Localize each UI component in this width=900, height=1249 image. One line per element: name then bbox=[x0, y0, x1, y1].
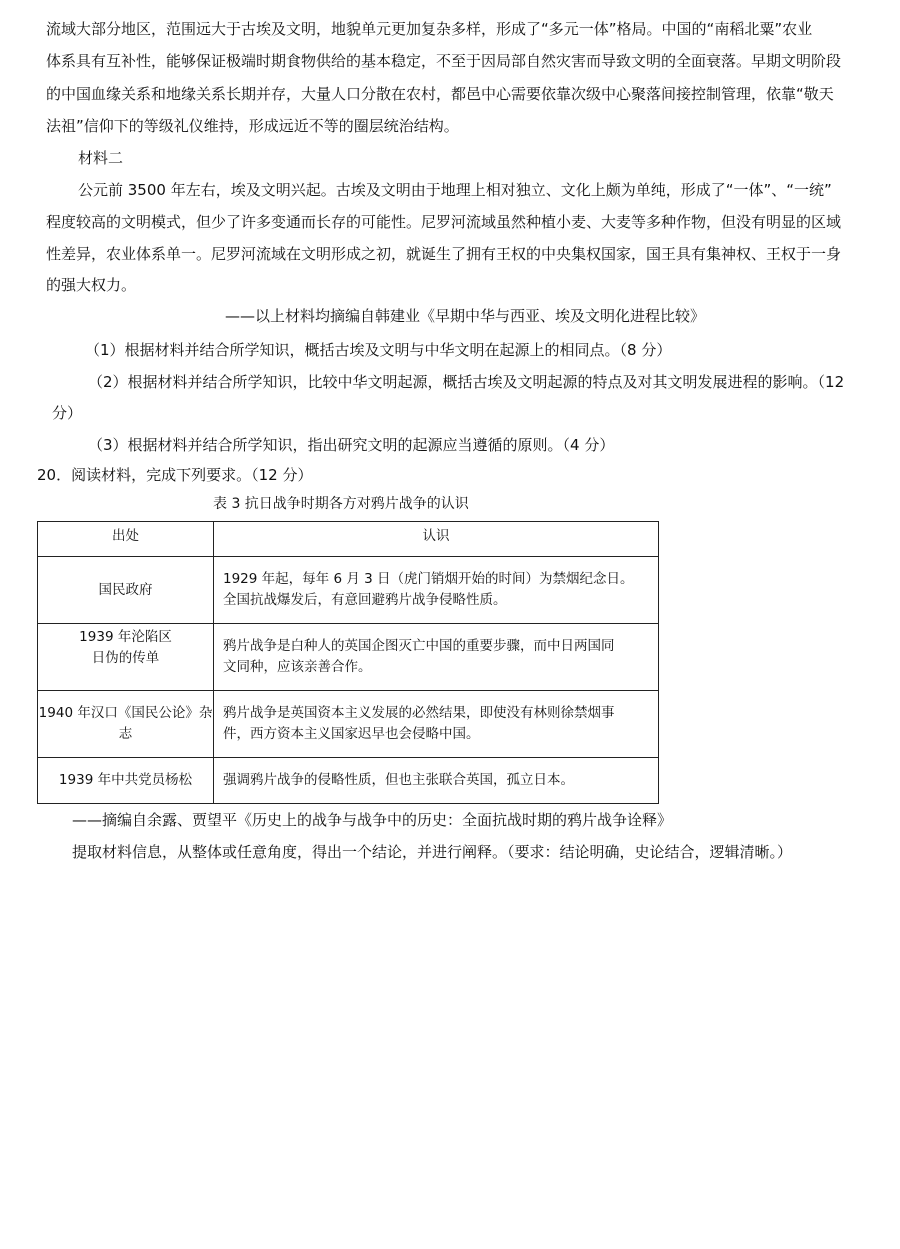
cell-line: 国民政府 bbox=[98, 581, 153, 598]
row-view bbox=[214, 758, 659, 804]
cell-line: 日伪的传单 bbox=[91, 650, 160, 666]
table-row bbox=[38, 557, 659, 624]
paragraph-line: 程度较高的文明模式，但少了许多变通而长存的可能性。尼罗河流域虽然种植小麦、大麦等多种作物，但没有明显的区域 bbox=[46, 213, 842, 231]
paragraph-line: 法祖”信仰下的等级礼仪维持，形成远近不等的圈层统治结构。 bbox=[46, 117, 459, 135]
row-source bbox=[38, 624, 214, 691]
cell-line: 1939 年中共党员杨松 bbox=[58, 772, 193, 788]
cell-line: 志 bbox=[118, 726, 133, 742]
question-2: （2）根据材料并结合所学知识，比较中华文明起源，概括古埃及文明起源的特点及对其文明发展进程的影响。（12 bbox=[88, 373, 845, 391]
question-1: （1）根据材料并结合所学知识，概括古埃及文明与中华文明在起源上的相同点。（8 分） bbox=[85, 341, 672, 359]
question-2-continued: 分） bbox=[52, 404, 83, 422]
table-row bbox=[38, 691, 659, 758]
table-row bbox=[38, 624, 659, 691]
row-source bbox=[38, 557, 214, 624]
cell-line: 全国抗战爆发后，有意回避鸦片战争侵略性质。 bbox=[223, 592, 507, 608]
source-citation: ——以上材料均摘编自韩建业《早期中华与西亚、埃及文明化进程比较》 bbox=[225, 307, 706, 325]
row-view bbox=[214, 691, 659, 758]
table-row bbox=[38, 758, 659, 804]
question-3: （3）根据材料并结合所学知识，指出研究文明的起源应当遵循的原则。（4 分） bbox=[88, 436, 615, 454]
row-view bbox=[214, 624, 659, 691]
paragraph-line: 流域大部分地区，范围远大于古埃及文明，地貌单元更加复杂多样，形成了“多元一体”格局。中国的“南稻北粟”农业 bbox=[46, 20, 813, 38]
paragraph-line: 公元前 3500 年左右，埃及文明兴起。古埃及文明由于地理上相对独立、文化上颇为单纯，形成了“一体”、“一统” bbox=[78, 181, 832, 199]
material-two-label: 材料二 bbox=[78, 149, 124, 167]
row-source bbox=[38, 691, 214, 758]
cell-line: 1929 年起，每年 6 月 3 日（虎门销烟开始的时间）为禁烟纪念日。 bbox=[223, 571, 634, 587]
table-header-row bbox=[38, 522, 659, 557]
task-instruction: 提取材料信息，从整体或任意角度，得出一个结论，并进行阐释。（要求：结论明确，史论结合，逻辑清晰。） bbox=[72, 843, 793, 861]
question-20: 20．阅读材料，完成下列要求。（12 分） bbox=[37, 466, 313, 484]
paragraph-line: 体系具有互补性，能够保证极端时期食物供给的基本稳定，不至于因局部自然灾害而导致文明的全面衰落。早期文明阶段 bbox=[46, 52, 842, 70]
header-source: 出处 bbox=[38, 522, 214, 557]
paragraph-line: 的强大权力。 bbox=[46, 276, 137, 294]
paragraph-line: 性差异，农业体系单一。尼罗河流域在文明形成之初，就诞生了拥有王权的中央集权国家，国王具有集神权、王权于一身 bbox=[46, 245, 842, 263]
cell-line: 件，西方资本主义国家迟早也会侵略中国。 bbox=[223, 726, 480, 742]
cell-line: 鸦片战争是白种人的英国企图灭亡中国的重要步骤，而中日两国同 bbox=[223, 638, 615, 654]
cell-line: 1939 年沦陷区 bbox=[79, 629, 172, 645]
cell-line: 鸦片战争是英国资本主义发展的必然结果，即使没有林则徐禁烟事 bbox=[223, 705, 615, 721]
opium-war-views-table bbox=[37, 521, 659, 804]
cell-line: 强调鸦片战争的侵略性质，但也主张联合英国，孤立日本。 bbox=[223, 772, 574, 788]
row-source bbox=[38, 758, 214, 804]
source-citation: ——摘编自余露、贾望平《历史上的战争与战争中的历史：全面抗战时期的鸦片战争诠释》 bbox=[72, 811, 673, 829]
table-caption: 表 3 抗日战争时期各方对鸦片战争的认识 bbox=[213, 496, 469, 512]
cell-line: 文同种，应该亲善合作。 bbox=[223, 659, 372, 675]
cell-line: 1940 年汉口《国民公论》杂 bbox=[38, 705, 213, 721]
paragraph-line: 的中国血缘关系和地缘关系长期并存，大量人口分散在农村，都邑中心需要依靠次级中心聚落间接控制管理，依靠“敬天 bbox=[46, 85, 834, 103]
header-view: 认识 bbox=[214, 522, 659, 557]
row-view bbox=[214, 557, 659, 624]
